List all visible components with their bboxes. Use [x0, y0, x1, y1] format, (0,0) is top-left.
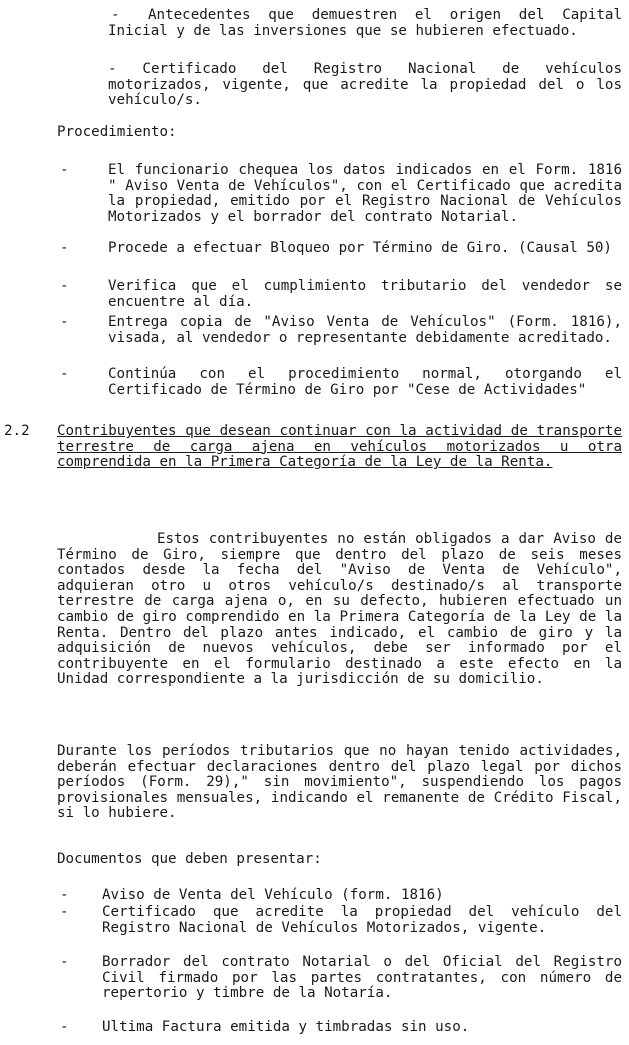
list-dash: - — [60, 240, 69, 256]
procedimiento-label: Procedimiento: — [57, 124, 177, 140]
documentos-label: Documentos que deben presentar: — [57, 851, 322, 867]
list-dash: - — [111, 7, 120, 23]
section-paragraph-2: Durante los períodos tributarios que no hayan tenido actividades, deberán efectuar declaraciones dentro del plazo legal por dichos períodos (Form. 29)," sin movimiento", suspendiendo los pagos provisionales mensuales, indicando el remanente de Crédito Fiscal, si lo hubiere. — [57, 743, 622, 822]
document-item-text: Borrador del contrato Notarial o del Oficial del Registro Civil firmado por las partes contratantes, con número de repertorio y timbre de la Notaría. — [102, 954, 622, 1002]
list-dash: - — [60, 314, 69, 330]
procedure-step-text: Verifica que el cumplimiento tributario del vendedor se encuentre al día. — [108, 278, 622, 310]
top-item-text: Antecedentes que demuestren el origen del Capital Inicial y de las inversiones que se hubieren efectuado. — [108, 7, 622, 39]
top-item-text: - Certificado del Registro Nacional de vehículos motorizados, vigente, que acredite la propiedad del o los vehículo/s. — [108, 61, 622, 109]
section-number: 2.2 — [4, 423, 30, 439]
section-heading-text: Contribuyentes que desean continuar con la actividad de transporte terrestre de carga ajena en vehículos motorizados u otra comprendida en la Primera Categoría de la Ley de la Renta. — [57, 423, 622, 471]
list-dash: - — [60, 162, 69, 178]
list-dash: - — [60, 904, 69, 920]
procedure-step-text: Continúa con el procedimiento normal, otorgando el Certificado de Término de Giro por "Cese de Actividades" — [108, 366, 622, 398]
section-heading — [57, 424, 622, 471]
top-item-antecedentes — [108, 8, 622, 39]
top-item-certificado — [108, 62, 622, 109]
list-dash: - — [60, 887, 69, 903]
list-dash: - — [60, 366, 69, 382]
procedure-step-text: Entrega copia de "Aviso Venta de Vehículos" (Form. 1816), visada, al vendedor o representante debidamente acreditado. — [108, 314, 622, 346]
list-dash: - — [60, 954, 69, 970]
document-item-text: Certificado que acredite la propiedad del vehículo del Registro Nacional de Vehículos Motorizados, vigente. — [102, 904, 622, 936]
list-dash: - — [60, 1019, 69, 1035]
procedure-step-text: El funcionario chequea los datos indicados en el Form. 1816 " Aviso Venta de Vehículos", con el Certificado que acredita la propiedad, emitido por el Registro Nacional de Vehículos Motorizados y el borrador del contrato Notarial. — [108, 162, 622, 225]
section-paragraph-1: Estos contribuyentes no están obligados a dar Aviso de Término de Giro, siempre que dentro del plazo de seis meses contados desde la fecha del "Aviso de Venta de Vehículo", adquieran otro u otros vehículo/s destinado/s al transporte terrestre de carga ajena o, en su defecto, hubieren efectuado un cambio de giro comprendido en la Primera Categoría de la Ley de la Renta. Dentro del plazo antes indicado, el cambio de giro y la adquisición de nuevos vehículos, debe ser informado por el contribuyente en el formulario destinado a este efecto en la Unidad correspondiente a la jurisdicción de su domicilio. — [57, 531, 622, 688]
document-item-text: Aviso de Venta del Vehículo (form. 1816) — [102, 887, 444, 903]
list-dash: - — [60, 278, 69, 294]
procedure-step-text: Procede a efectuar Bloqueo por Término de Giro. (Causal 50) — [108, 240, 612, 256]
document-item-text: Ultima Factura emitida y timbradas sin uso. — [102, 1019, 470, 1035]
